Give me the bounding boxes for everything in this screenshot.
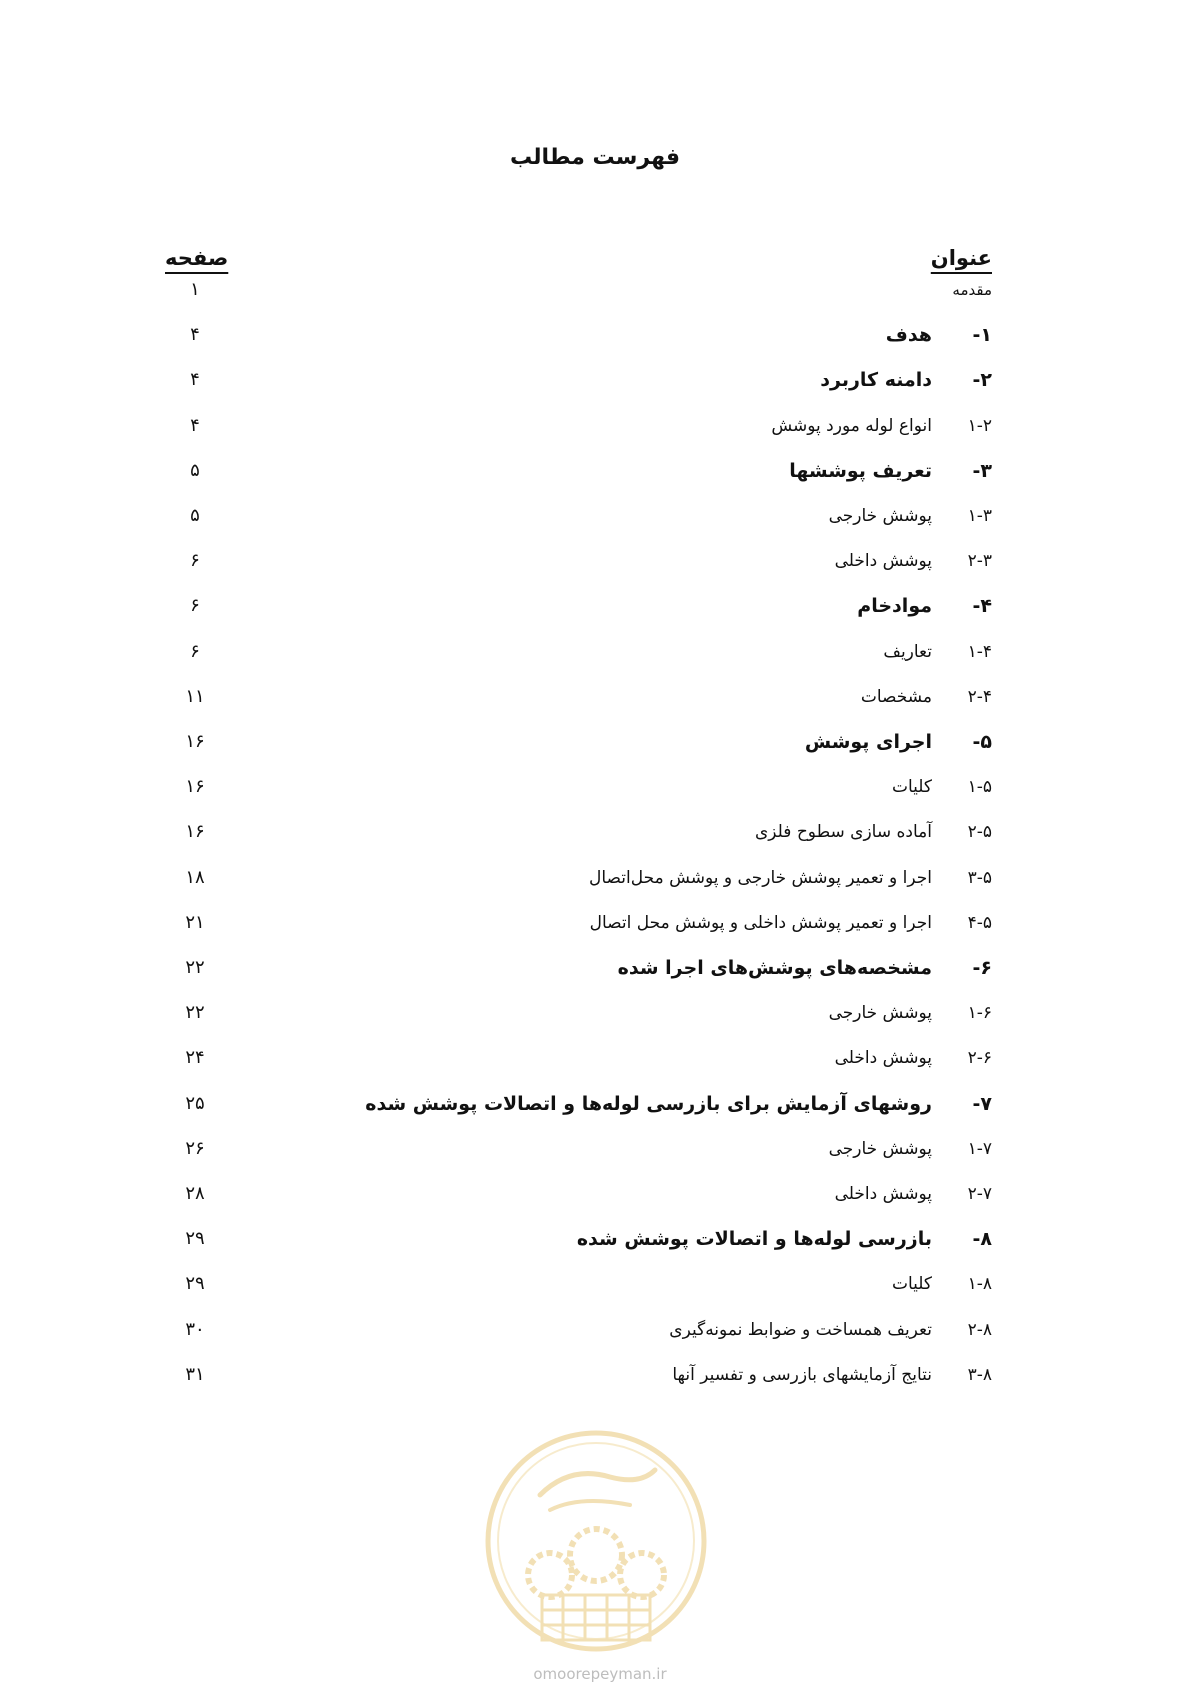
toc-row xyxy=(0,680,1190,714)
toc-number: ۱-۶ xyxy=(967,1003,992,1024)
toc-number: ۱-۵ xyxy=(967,777,992,798)
toc-page-number: ۴ xyxy=(190,369,200,391)
toc-number: ۱- xyxy=(972,324,992,347)
toc-page-number: ۲۲ xyxy=(185,957,205,978)
toc-row xyxy=(0,499,1190,533)
toc-label: تعریف همساخت و ضوابط نمونه‌گیری xyxy=(669,1319,932,1340)
toc-page-number: ۱۸ xyxy=(185,866,205,888)
toc-label: پوشش خارجی xyxy=(828,1138,932,1159)
toc-row xyxy=(0,1177,1190,1211)
toc-page-number: ۶ xyxy=(190,640,200,662)
toc-page-number: ۶ xyxy=(190,550,200,572)
toc-row xyxy=(0,318,1190,352)
toc-number: ۲-۷ xyxy=(967,1184,992,1204)
toc-row xyxy=(0,770,1190,804)
toc-page-number: ۱۶ xyxy=(185,731,205,752)
toc-label: پوشش خارجی xyxy=(828,506,932,526)
toc-label: مشخصات xyxy=(860,686,932,707)
toc-label: پوشش داخلی xyxy=(834,551,932,572)
column-header-page: صفحه xyxy=(165,246,229,270)
toc-page-number: ۲۸ xyxy=(185,1183,205,1204)
toc-label: مقدمه xyxy=(952,281,992,299)
toc-number: ۶- xyxy=(972,957,992,979)
toc-row xyxy=(0,815,1190,849)
toc-label: آماده سازی سطوح فلزی xyxy=(754,822,932,843)
toc-row xyxy=(0,1132,1190,1166)
toc-number: ۳-۵ xyxy=(967,867,992,888)
toc-row xyxy=(0,363,1190,397)
toc-label: روشهای آزمایش برای بازرسی لوله‌ها و اتصالات پوشش شده xyxy=(365,1092,932,1115)
toc-label: پوشش داخلی xyxy=(834,1184,932,1204)
toc-page-number: ۱۶ xyxy=(185,821,205,843)
toc-row xyxy=(0,635,1190,669)
toc-row xyxy=(0,1267,1190,1301)
toc-label: انواع لوله مورد پوشش xyxy=(771,415,932,436)
watermark-url: omoorepeyman.ir xyxy=(533,1665,667,1683)
toc-label: پوشش خارجی xyxy=(828,1003,932,1024)
toc-page-number: ۴ xyxy=(190,324,200,346)
toc-page-number: ۲۹ xyxy=(185,1228,205,1250)
toc-page-number: ۱ xyxy=(190,279,200,300)
toc-number: ۸- xyxy=(972,1228,992,1251)
page-title: فهرست مطالب xyxy=(509,145,681,170)
toc-label: اجرای پوشش xyxy=(804,731,932,753)
toc-page-number: ۶ xyxy=(190,595,200,617)
toc-row xyxy=(0,906,1190,940)
toc-label: دامنه کاربرد xyxy=(820,369,932,392)
toc-number: ۳- xyxy=(972,459,992,482)
toc-label: کلیات xyxy=(891,1274,932,1295)
toc-label: نتایج آزمایشهای بازرسی و تفسیر آنها xyxy=(672,1364,932,1385)
toc-label: کلیات xyxy=(891,777,932,798)
toc-page-number: ۲۹ xyxy=(185,1273,205,1295)
toc-row xyxy=(0,996,1190,1030)
toc-page-number: ۵ xyxy=(190,505,200,526)
toc-number: ۲-۸ xyxy=(967,1319,992,1340)
toc-number: ۴- xyxy=(972,595,992,618)
toc-row xyxy=(0,409,1190,443)
toc-number: ۱-۸ xyxy=(967,1274,992,1295)
toc-page-number: ۴ xyxy=(190,414,200,436)
toc-label: اجرا و تعمیر پوشش خارجی و پوشش محل‌اتصال xyxy=(589,867,932,888)
toc-label: هدف xyxy=(885,324,932,347)
toc-page-number: ۲۶ xyxy=(185,1137,205,1159)
toc-label: بازرسی لوله‌ها و اتصالات پوشش شده xyxy=(576,1228,932,1251)
toc-number: ۲-۶ xyxy=(967,1048,992,1069)
toc-label: اجرا و تعمیر پوشش داخلی و پوشش محل اتصال xyxy=(589,912,932,933)
toc-page-number: ۳۱ xyxy=(185,1363,205,1385)
toc-page-number: ۲۴ xyxy=(185,1047,205,1069)
toc-number: ۷- xyxy=(972,1092,992,1115)
toc-number: ۵- xyxy=(972,731,992,753)
toc-row xyxy=(0,589,1190,623)
toc-label: موادخام xyxy=(857,595,932,618)
toc-label: تعریف پوششها xyxy=(789,459,932,482)
toc-page-number: ۵ xyxy=(190,459,200,481)
toc-number: ۲-۴ xyxy=(967,686,992,707)
toc-row xyxy=(0,1222,1190,1256)
toc-row xyxy=(0,273,1190,307)
toc-number: ۱-۷ xyxy=(967,1138,992,1159)
toc-page-number: ۲۵ xyxy=(185,1092,205,1114)
toc-page-number: ۱۶ xyxy=(185,776,205,798)
toc-row xyxy=(0,951,1190,985)
toc-label: تعاریف xyxy=(883,641,932,662)
toc-number: ۴-۵ xyxy=(967,912,992,933)
toc-number: ۲-۵ xyxy=(967,822,992,843)
toc-label: مشخصه‌های پوشش‌های اجرا شده xyxy=(617,957,932,979)
toc-number: ۱-۴ xyxy=(967,641,992,662)
toc-row xyxy=(0,1358,1190,1392)
toc-row xyxy=(0,1041,1190,1075)
toc-page-number: ۲۲ xyxy=(185,1002,205,1024)
toc-page-number: ۲۱ xyxy=(185,911,205,933)
toc-row xyxy=(0,725,1190,759)
toc-number: ۱-۲ xyxy=(967,415,992,436)
toc-page-number: ۱۱ xyxy=(185,685,205,707)
toc-row xyxy=(0,861,1190,895)
toc-row xyxy=(0,1313,1190,1347)
toc-page-number: ۳۰ xyxy=(185,1318,205,1340)
toc-row xyxy=(0,544,1190,578)
watermark-seal-icon xyxy=(480,1425,712,1657)
toc-number: ۲-۳ xyxy=(967,551,992,572)
toc-label: پوشش داخلی xyxy=(834,1048,932,1069)
toc-number: ۳-۸ xyxy=(967,1364,992,1385)
toc-number: ۱-۳ xyxy=(967,506,992,526)
column-header-title: عنوان xyxy=(930,246,992,270)
toc-row xyxy=(0,1087,1190,1121)
toc-row xyxy=(0,454,1190,488)
toc-number: ۲- xyxy=(972,369,992,392)
